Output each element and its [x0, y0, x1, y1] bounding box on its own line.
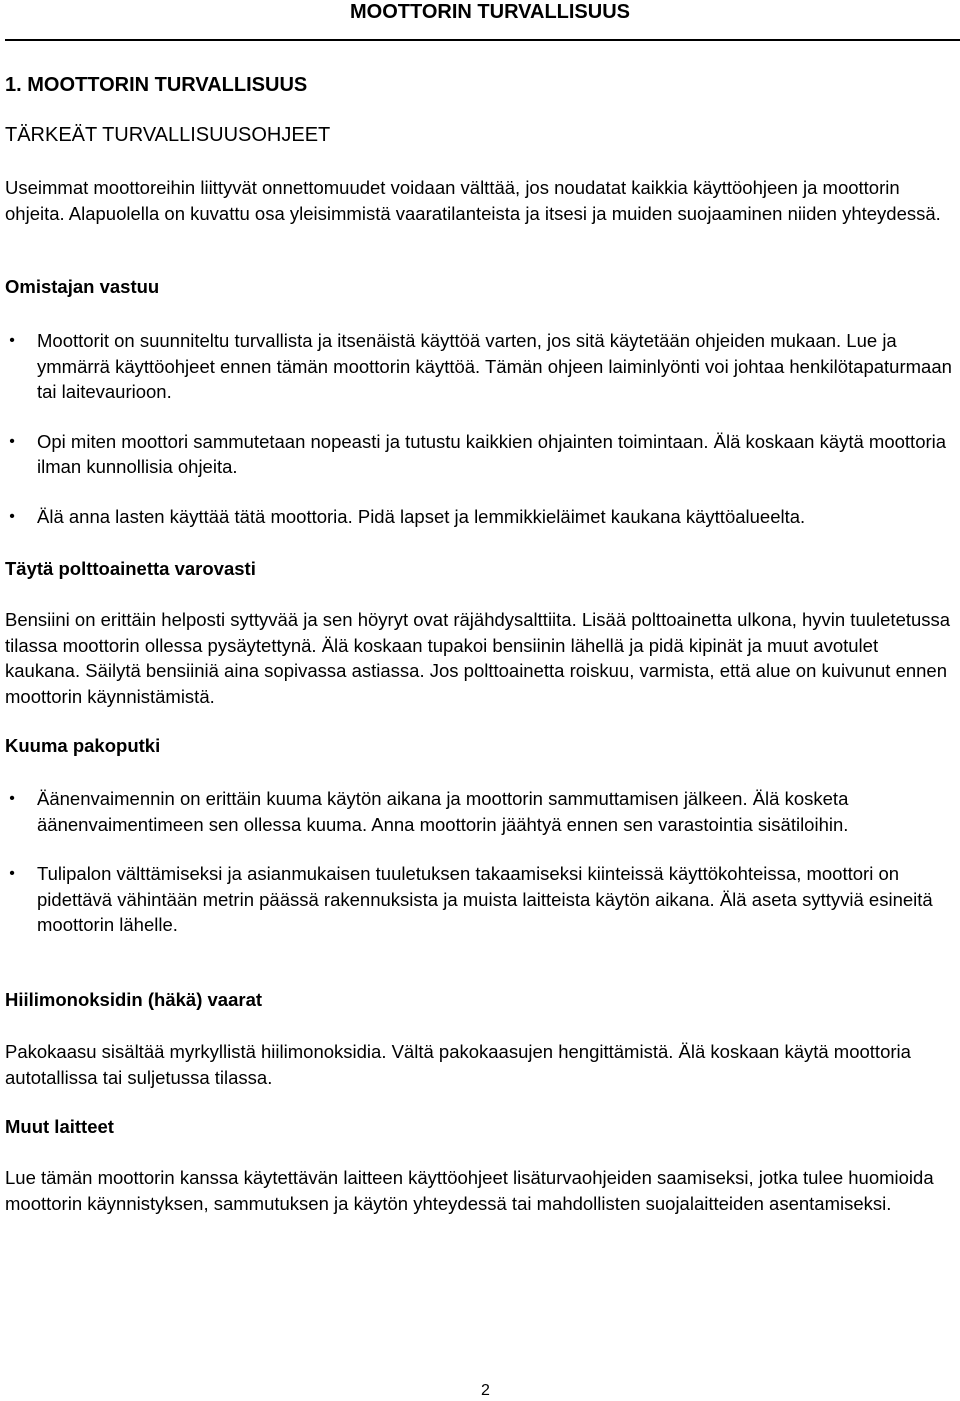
page-number: 2 — [481, 1382, 490, 1399]
bullet-icon: • — [9, 432, 15, 450]
list-item-text: Opi miten moottori sammutetaan nopeasti ja tutustu kaikkien ohjainten toimintaan. Älä koskaan käytä moottoria ilman kunnollisia ohjeita. — [37, 430, 947, 478]
list-item — [5, 504, 957, 530]
document-title: TÄRKEÄT TURVALLISUUSOHJEET — [5, 124, 331, 146]
list-item — [5, 328, 957, 405]
bullet-icon: • — [9, 790, 15, 807]
list-item — [5, 861, 957, 938]
section-heading-other: Muut laitteet — [5, 1116, 114, 1137]
chapter-title: 1. MOOTTORIN TURVALLISUUS — [5, 74, 308, 96]
exhaust-bullet-list — [5, 786, 957, 938]
bullet-icon: • — [9, 865, 15, 883]
intro-paragraph: Useimmat moottoreihin liittyvät onnettomuudet voidaan välttää, jos noudatat kaikkia käyttöohjeen ja moottorin ohjeita. Alapuolella on kuvattu osa yleisimmistä vaaratilanteista ja itsesi ja muiden suojaaminen niiden yhteydessä. — [5, 177, 941, 224]
list-item-text: Moottorit on suunniteltu turvallista ja itsenäistä käyttöä varten, jos sitä käytetään ohjeiden mukaan. Lue ja ymmärrä käyttöohjeet ennen tämän moottorin käyttöä. Tämän ohjeen laiminlyönti voi johtaa henkilötapaturmaan tai laitevaurioon. — [37, 330, 952, 403]
owner-bullet-list — [5, 328, 957, 530]
other-paragraph: Lue tämän moottorin kanssa käytettävän laitteen käyttöohjeet lisäturvaohjeiden saamiseksi, jotka tulee huomioida moottorin käynnistyksen, sammutuksen ja käytön yhteydessä tai mahdollisten suojalaitteiden asentamiseksi. — [5, 1167, 934, 1214]
section-heading-owner: Omistajan vastuu — [5, 276, 160, 297]
bullet-icon: • — [9, 507, 15, 525]
section-heading-fuel: Täytä polttoainetta varovasti — [5, 558, 256, 579]
list-item — [5, 786, 957, 837]
header-rule — [5, 39, 960, 41]
list-item-text: Äänenvaimennin on erittäin kuuma käytön aikana ja moottorin sammuttamisen jälkeen. Älä kosketa äänenvaimentimeen sen ollessa kuuma. Anna moottorin jäähtyä ennen sen varastointia sisätiloihin. — [37, 788, 849, 835]
co-paragraph: Pakokaasu sisältää myrkyllistä hiilimonoksidia. Vältä pakokaasujen hengittämistä. Älä koskaan käytä moottoria autotallissa tai suljetussa tilassa. — [5, 1041, 911, 1088]
running-header: MOOTTORIN TURVALLISUUS — [350, 1, 630, 23]
fuel-paragraph: Bensiini on erittäin helposti syttyvää ja sen höyryt ovat räjähdysalttiita. Lisää polttoainetta ulkona, hyvin tuuletetussa tilassa moottorin ollessa pysäytettynä. Älä koskaan tupakoi bensiinin lähellä ja pidä kipinät ja muut avotulet kaukana. Säilytä bensiiniä aina sopivassa astiassa. Jos polttoainetta roiskuu, varmista, että alue on kuivunut ennen moottorin käynnistämistä. — [5, 609, 951, 707]
list-item — [5, 429, 957, 480]
list-item-text: Älä anna lasten käyttää tätä moottoria. Pidä lapset ja lemmikkieläimet kaukana käyttöalueelta. — [37, 505, 806, 527]
bullet-icon: • — [9, 332, 15, 349]
section-heading-co: Hiilimonoksidin (häkä) vaarat — [5, 989, 263, 1010]
section-heading-exhaust: Kuuma pakoputki — [5, 735, 161, 756]
list-item-text: Tulipalon välttämiseksi ja asianmukaisen tuuletuksen takaamiseksi kiinteissä käyttökohteissa, moottori on pidettävä vähintään metrin päässä rakennuksista ja muista laitteista käytön aikana. Älä aseta syttyviä esineitä moottorin lähelle. — [37, 863, 933, 936]
